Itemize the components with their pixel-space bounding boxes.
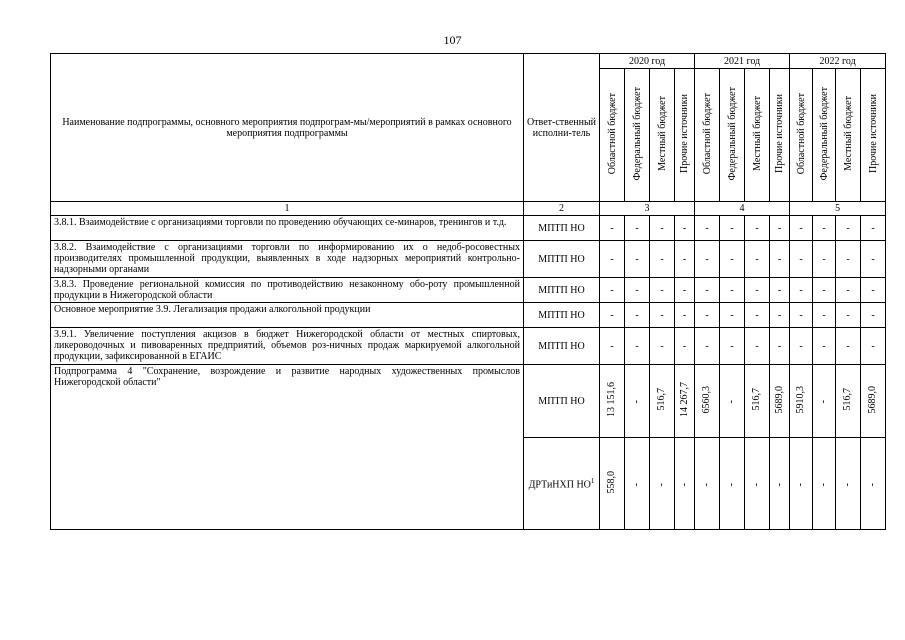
value-cell [790,303,813,328]
header-source-label: Местный бюджет [656,96,668,171]
value-text: - [705,253,709,265]
value-cell [813,216,836,241]
value-text: - [660,253,664,265]
footnote-mark: 1 [590,477,595,486]
value-text: 5910,3 [795,385,807,414]
value-text: - [631,400,642,404]
header-source-label: Местный бюджет [842,96,854,171]
header-name-col: Наименование подпрограммы, основного мероприятия подпрограм-мы/мероприятий в рамках основного мероприятия подпрограммы [51,54,524,202]
value-cell [625,278,650,303]
header-source-label: Прочие источники [679,94,691,173]
executor-name: МПТП НО [538,395,585,407]
header-source-label: Федеральный бюджет [726,86,738,181]
row-executor: МПТП НО [524,278,600,303]
value-cell [770,438,790,530]
header-source-col [650,69,675,202]
value-cell [861,278,886,303]
value-text: - [705,309,709,321]
value-text: 558,0 [606,470,617,494]
value-cell [770,365,790,438]
value-text: - [777,253,782,265]
value-text: - [773,482,785,486]
value-text: - [610,340,614,352]
value-cell [745,278,770,303]
header-source-col [745,69,770,202]
value-text: - [818,400,830,404]
header-source-label: Областной бюджет [606,92,618,175]
col-number: 3 [600,202,695,216]
value-cell [695,216,720,241]
value-text: - [867,482,879,486]
value-cell [745,328,770,365]
value-text: - [799,284,803,296]
value-cell [625,216,650,241]
value-cell [836,216,861,241]
table-row [51,278,886,303]
col-number: 1 [51,202,524,216]
row-executor: МПТП НО [524,241,600,278]
value-text: - [730,284,734,296]
value-text: - [777,284,782,296]
value-text: - [631,482,642,486]
value-cell [790,365,813,438]
row-executor [524,365,600,438]
value-text: - [799,253,803,265]
table-row [51,241,886,278]
value-cell [790,216,813,241]
value-cell [695,438,720,530]
header-source-col [790,69,813,202]
value-text: - [777,222,782,234]
value-cell [861,365,886,438]
value-text: - [635,340,639,352]
value-cell [770,328,790,365]
value-text: - [755,309,759,321]
value-cell [650,216,675,241]
column-number-row [51,202,886,216]
value-text: - [846,222,850,234]
row-description: Основное мероприятие 3.9. Легализация продажи алкогольной продукции [51,303,524,328]
header-source-col [861,69,886,202]
header-source-label: Областной бюджет [795,92,807,175]
value-cell [695,241,720,278]
value-text: 6560,3 [701,385,713,414]
value-cell [836,241,861,278]
value-cell [600,241,625,278]
value-cell [836,328,861,365]
value-cell [720,241,745,278]
value-text: 5689,0 [867,385,879,414]
value-text: 13 151,6 [606,382,617,417]
value-text: - [705,340,709,352]
executor-name: ДРТиНХП НО [528,479,591,491]
value-text: - [871,309,875,321]
value-text: - [660,340,664,352]
value-text: - [660,309,664,321]
value-cell [861,303,886,328]
value-cell [650,303,675,328]
value-cell [720,438,745,530]
value-text: - [755,222,759,234]
value-cell [675,328,695,365]
value-cell [861,216,886,241]
value-text: - [730,309,734,321]
header-source-col [813,69,836,202]
value-text: - [705,222,709,234]
header-year-2021: 2021 год [695,54,790,69]
row-description: 3.9.1. Увеличение поступления акцизов в бюджет Нижегородской области от местных спиртовых, ликероводочных и пивоваренных предприятий, объемов роз-ничных продаж маркируемой алкогольной продукции, зафиксированной в ЕГАИС [51,328,524,365]
value-cell [625,303,650,328]
value-cell [813,328,836,365]
value-cell [813,438,836,530]
col-number: 2 [524,202,600,216]
value-cell [695,303,720,328]
value-cell [600,365,625,438]
value-text: - [730,222,734,234]
table-row [51,216,886,241]
subprogram-row [51,365,886,438]
value-cell [675,278,695,303]
col-number: 4 [695,202,790,216]
value-text: 516,7 [751,388,763,411]
col-number: 5 [790,202,886,216]
value-cell [600,278,625,303]
value-text: - [755,253,759,265]
value-cell [625,328,650,365]
table-row [51,328,886,365]
value-cell [695,278,720,303]
header-source-col [600,69,625,202]
value-text: - [730,340,734,352]
value-cell [695,328,720,365]
value-text: - [610,309,614,321]
value-text: - [846,284,850,296]
value-text: - [871,253,875,265]
value-cell [836,278,861,303]
value-cell [813,278,836,303]
value-cell [720,365,745,438]
value-text: - [822,284,826,296]
value-text: - [822,222,826,234]
value-text: - [846,253,850,265]
value-text: - [842,482,854,486]
header-exec-col: Ответ-ственный исполни-тель [524,54,600,202]
header-year-2020: 2020 год [600,54,695,69]
value-text: - [635,253,639,265]
header-year-2022: 2022 год [790,54,886,69]
header-source-col [625,69,650,202]
value-text: - [610,222,614,234]
value-cell [650,278,675,303]
value-text: - [635,222,639,234]
header-source-col [720,69,745,202]
value-cell [650,365,675,438]
header-source-label: Прочие источники [867,94,879,173]
header-source-col [836,69,861,202]
row-description: 3.8.3. Проведение региональной комиссия по противодействию незаконному обо-роту промышленной продукции в Нижегородской области [51,278,524,303]
value-text: - [871,340,875,352]
value-text: - [726,400,738,404]
value-text: 14 267,7 [678,382,690,417]
budget-table [50,53,886,530]
value-text: - [682,309,687,321]
header-source-label: Прочие источники [774,94,786,173]
value-cell [861,438,886,530]
value-cell [770,278,790,303]
value-cell [625,241,650,278]
header-source-col [695,69,720,202]
value-text: - [799,340,803,352]
value-text: 516,7 [656,388,667,411]
value-text: - [730,253,734,265]
value-cell [600,216,625,241]
row-executor: МПТП НО [524,216,600,241]
value-text: - [701,482,713,486]
value-cell [675,365,695,438]
value-cell [861,328,886,365]
value-cell [675,303,695,328]
row-executor: МПТП НО [524,303,600,328]
value-text: - [635,284,639,296]
value-cell [650,438,675,530]
value-cell [650,241,675,278]
value-cell [745,241,770,278]
value-cell [720,303,745,328]
value-cell [813,303,836,328]
value-text: - [705,284,709,296]
value-text: - [726,482,738,486]
value-text: - [871,222,875,234]
value-text: - [682,222,687,234]
value-cell [813,365,836,438]
row-description: 3.8.1. Взаимодействие с организациями торговли по проведению обучающих се-минаров, тренингов и т.д. [51,216,524,241]
value-cell [745,365,770,438]
value-text: - [660,222,664,234]
value-cell [770,216,790,241]
value-cell [720,216,745,241]
value-text: - [656,482,667,486]
value-cell [720,278,745,303]
table-row [51,303,886,328]
value-cell [836,365,861,438]
value-cell [695,365,720,438]
value-text: - [660,284,664,296]
value-cell [836,438,861,530]
value-cell [770,303,790,328]
value-text: - [751,482,763,486]
value-cell [650,328,675,365]
value-cell [600,438,625,530]
header-source-label: Федеральный бюджет [631,86,643,181]
value-text: - [822,340,826,352]
value-text: - [871,284,875,296]
value-cell [675,438,695,530]
value-text: - [822,253,826,265]
value-cell [625,438,650,530]
value-text: - [635,309,639,321]
header-source-label: Федеральный бюджет [818,86,830,181]
value-text: - [777,340,782,352]
subprogram-description: Подпрограмма 4 "Сохранение, возрождение и развитие народных художественных промыслов Нижегородской области" [51,365,524,530]
value-cell [745,438,770,530]
value-text: - [795,482,807,486]
value-text: 5689,0 [773,385,785,414]
value-text: - [818,482,830,486]
value-cell [770,241,790,278]
value-text: - [682,253,687,265]
row-description: 3.8.2. Взаимодействие с организациями торговли по информированию их о недоб-росовестных производителях промышленной продукции, выявленных в ходе надзорных мероприятий контрольно-надзорными органами [51,241,524,278]
value-cell [790,438,813,530]
value-text: - [755,340,759,352]
value-cell [600,328,625,365]
header-source-label: Местный бюджет [751,96,763,171]
value-cell [745,216,770,241]
value-cell [600,303,625,328]
value-cell [675,216,695,241]
value-text: - [846,309,850,321]
value-cell [836,303,861,328]
value-cell [790,241,813,278]
value-cell [675,241,695,278]
value-text: - [755,284,759,296]
value-text: - [682,340,687,352]
value-cell [625,365,650,438]
header-source-label: Областной бюджет [701,92,713,175]
value-text: 516,7 [842,388,854,411]
value-cell [861,241,886,278]
value-text: - [799,309,803,321]
header-source-col [675,69,695,202]
row-executor [524,438,600,530]
header-source-col [770,69,790,202]
value-text: - [846,340,850,352]
value-text: - [822,309,826,321]
header-row-years [51,54,886,69]
value-cell [790,328,813,365]
value-text: - [777,309,782,321]
value-cell [813,241,836,278]
value-cell [745,303,770,328]
value-cell [720,328,745,365]
value-text: - [678,482,690,486]
value-text: - [610,253,614,265]
value-text: - [682,284,687,296]
value-text: - [799,222,803,234]
value-cell [790,278,813,303]
value-text: - [610,284,614,296]
row-executor: МПТП НО [524,328,600,365]
page-number: 107 [443,33,462,47]
